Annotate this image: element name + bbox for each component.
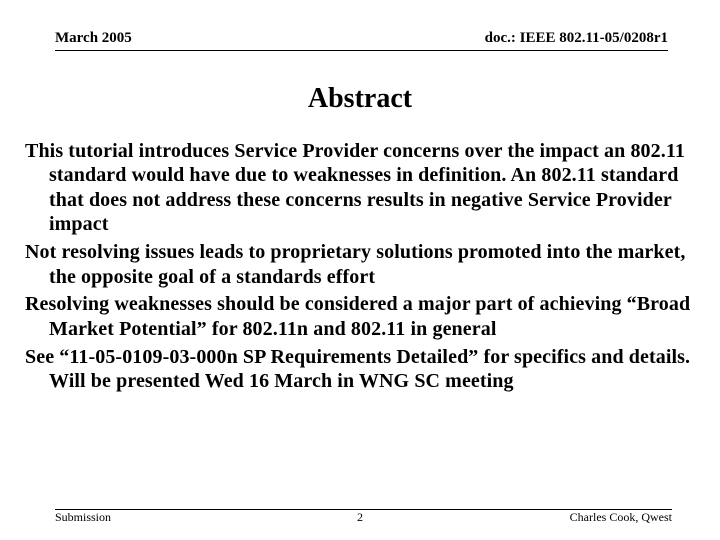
slide-footer <box>55 510 672 526</box>
abstract-paragraph: Resolving weaknesses should be considered a major part of achieving “Broad Market Potential” for 802.11n and 802.11 in general <box>25 293 691 340</box>
abstract-body <box>25 139 695 397</box>
abstract-paragraph: This tutorial introduces Service Provider concerns over the impact an 802.11 standard would have due to weaknesses in definition. An 802.11 standard that does not address these concerns results in negative Service Provider impact <box>25 140 685 236</box>
header-date: March 2005 <box>55 30 132 46</box>
slide-header <box>55 30 668 50</box>
page-number: 2 <box>357 510 363 524</box>
abstract-paragraph: Not resolving issues leads to proprietary solutions promoted into the market, the opposite goal of a standards effort <box>25 241 686 288</box>
footer-submission-label: Submission <box>55 510 112 524</box>
footer-author: Charles Cook, Qwest <box>569 510 672 524</box>
abstract-paragraph: See “11-05-0109-03-000n SP Requirements Detailed” for specifics and details. Will be presented Wed 16 March in WNG SC meeting <box>25 345 691 393</box>
header-doc-id: doc.: IEEE 802.11-05/0208r1 <box>484 30 668 46</box>
header-divider <box>55 50 668 51</box>
slide-title: Abstract <box>307 83 413 114</box>
